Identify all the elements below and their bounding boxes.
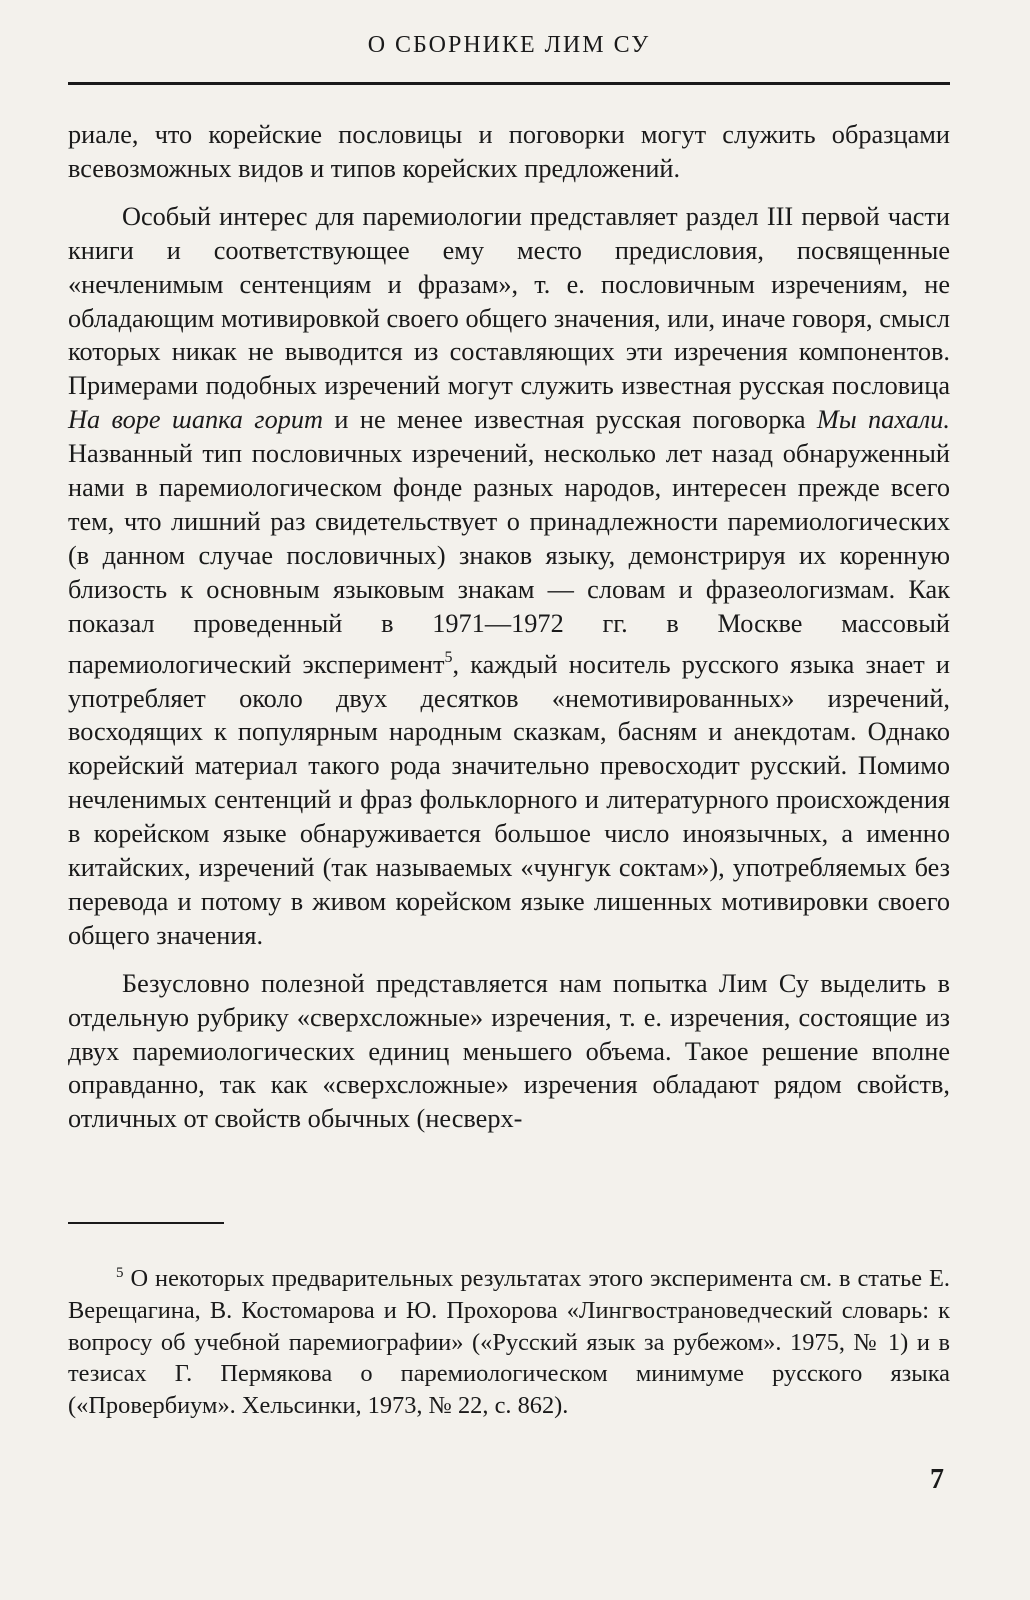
paragraph-3: Безусловно полезной представляется нам попытка Лим Су выделить в отдельную рубрику «сверхсложные» изречения, т. е. изречения, состоящие из двух паремиологических единиц меньшего объема. Такое решение вполне оправданно, так как «сверхсложные» изречения обладают рядом свойств, отличных от свойств обычных (несверх- <box>68 968 950 1134</box>
example-proverb-2: Мы пахали. <box>816 405 950 435</box>
main-text <box>68 118 950 1150</box>
example-proverb-1: На воре шапка горит <box>68 405 324 435</box>
paragraph-1: риале, что корейские пословицы и поговорки могут служить образцами всевозможных видов и типов корейских предложений. <box>68 120 950 183</box>
paragraph-2-part-d: , каждый носитель русского языка знает и употребляет около двух десятков «немотивированных» изречений, восходящих к популярным народным сказкам, басням и анекдотам. Однако корейский материал такого рода значительно превосходит русский. Помимо нечленимых сентенций и фраз фольклорного и литературного происхождения в корейском языке обнаруживается большое число иноязычных, а именно китайских, изречений (так называемых «чунгук сoктам»), употребляемых без перевода и потому в живом корейском языке лишенных мотивировки своего общего значения. <box>68 649 950 950</box>
footnote-text: О некоторых предварительных результатах этого эксперимента см. в статье Е. Верещагина, В. Костомарова и Ю. Прохорова «Лингвострановедческий словарь: к вопросу об учебной паремиографии» («Русский язык за рубежом». 1975, № 1) и в тезисах Г. Пермякова о паремиологическом минимуме русского языка («Провербиум». Хельсинки, 1973, № 22, с. 862). <box>68 1265 950 1420</box>
paragraph-2 <box>68 200 950 953</box>
running-title: О СБОРНИКЕ ЛИМ СУ <box>367 32 651 58</box>
footnote-marker: 5 <box>116 1265 124 1281</box>
paragraph-2-part-a: Особый интерес для паремиологии представляет раздел III первой части книги и соответствующее ему место предисловия, посвященные «нечленимым сентенциям и фразам», т. е. пословичным изречениям, не обладающим мотивировкой своего общего значения, или, иначе говоря, смысл которых никак не выводится из составляющих эти изречения компонентов. Примерами подобных изречений могут служить известная русская пословица <box>68 201 950 401</box>
paragraph-2-part-c: Названный тип пословичных изречений, несколько лет назад обнаруженный нами в паремиологическом фонде разных народов, интересен прежде всего тем, что лишний раз свидетельствует о принадлежности паремиологических (в данном случае пословичных) знаков языку, демонстрируя их коренную близость к основным языковым знакам — словам и фразеологизмам. Как показал проведенный в 1971—1972 гг. в Москве массовый паремиологический эксперимент <box>68 439 950 679</box>
paragraph-2-part-b: и не менее известная русская поговорка <box>323 405 817 435</box>
page-number: 7 <box>930 1464 944 1495</box>
footnote-rule <box>68 1222 224 1224</box>
footnote <box>68 1258 950 1422</box>
footnote-reference: 5 <box>444 648 453 666</box>
header-rule <box>68 82 950 85</box>
